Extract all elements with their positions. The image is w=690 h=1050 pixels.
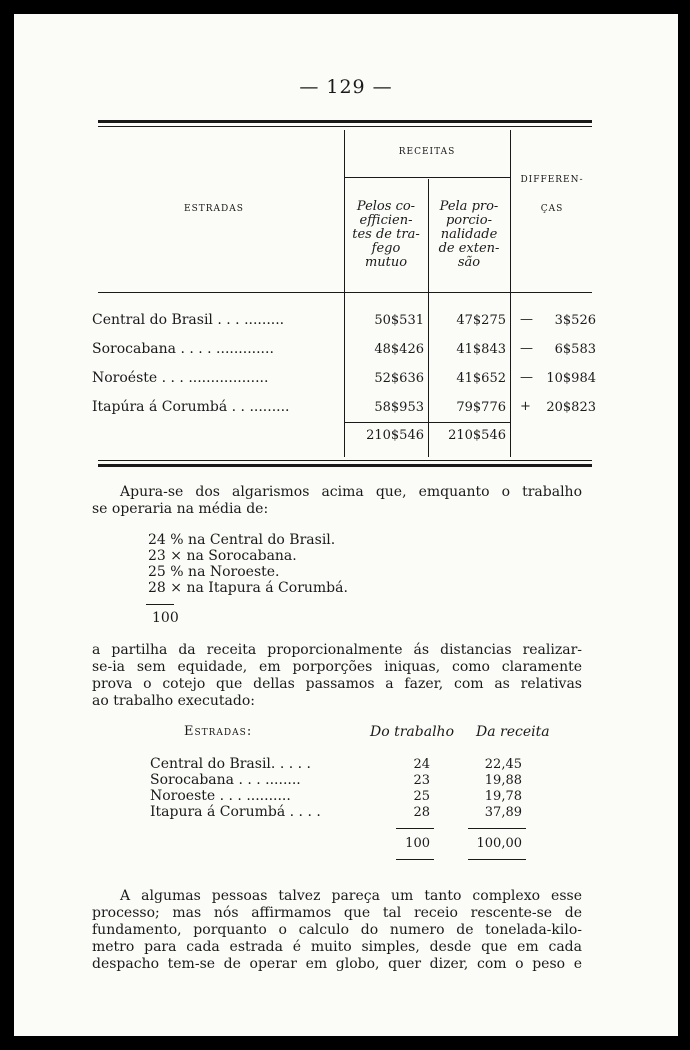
total-coef: 210$546 xyxy=(366,428,424,443)
paragraph-partilha: a partilha da receita proporcionalmente ás distancias realizar- se-ia sem equidade, em porporções iniquas, como claramente prova o cotejo que dellas passamos a fazer, com as relativas ao trabalho executado: xyxy=(92,642,582,709)
list-item: 25 % na Noroeste. xyxy=(148,564,280,580)
trabalho-value: 24 xyxy=(413,757,430,772)
list-item: 23 × na Sorocabana. xyxy=(148,548,297,564)
road-name: Sorocabana . . . . ............. xyxy=(92,341,274,357)
header-differencas-1: DIFFEREN- xyxy=(520,175,584,185)
sum-rule xyxy=(146,604,174,605)
header-estradas-2: Estradas: xyxy=(184,724,253,739)
prop-value: 41$843 xyxy=(456,342,506,357)
header-coefficientes: Pelos co- efficien- tes de tra- fego mutuo xyxy=(352,199,420,270)
coef-value: 50$531 xyxy=(374,313,424,328)
table-bottom-rule-thick xyxy=(98,464,592,467)
percent-total: 100 xyxy=(152,610,179,626)
road-name: Itapura á Corumbá . . . . xyxy=(150,804,321,820)
road-name: Noroéste . . . .................. xyxy=(92,370,269,386)
sum-rule xyxy=(468,828,526,829)
table-top-rule-thick xyxy=(98,120,592,123)
diff-value: 20$823 xyxy=(546,400,596,415)
road-name: Central do Brasil . . . ......... xyxy=(92,312,285,328)
diff-value: 6$583 xyxy=(554,342,596,357)
header-estradas: ESTRADAS xyxy=(184,204,244,214)
prop-value: 41$652 xyxy=(456,371,506,386)
sum-rule xyxy=(468,859,526,860)
header-differencas-2: ÇAS xyxy=(540,204,564,214)
table-top-rule-thin xyxy=(98,126,592,127)
paragraph-processo: A algumas pessoas talvez pareça um tanto complexo esse processo; mas nós affirmamos que tal receio rescente-se de fundamento, porquanto o calculo do numero de tonelada-kilo- metro para cada estrada é muito simples, desde que em cada despacho tem-se de operar em globo, quer dizer, com o peso e xyxy=(92,888,582,972)
total-receita: 100,00 xyxy=(476,836,522,851)
book-page xyxy=(14,14,678,1036)
sum-rule xyxy=(396,828,434,829)
receita-value: 19,88 xyxy=(484,773,522,788)
total-prop: 210$546 xyxy=(448,428,506,443)
receita-value: 19,78 xyxy=(484,789,522,804)
header-receitas: RECEITAS xyxy=(398,147,456,157)
receita-value: 22,45 xyxy=(484,757,522,772)
prop-value: 47$275 xyxy=(456,313,506,328)
diff-value: 10$984 xyxy=(546,371,596,386)
road-name: Sorocabana . . . ........ xyxy=(150,772,301,788)
header-proporcionalidade: Pela pro- porcio- nalidade de exten- são xyxy=(438,199,500,270)
prop-value: 79$776 xyxy=(456,400,506,415)
paragraph-intro: Apura-se dos algarismos acima que, emquanto o trabalho se operaria na média de: xyxy=(92,484,582,517)
table-bottom-rule-thin xyxy=(98,460,592,461)
diff-sign: + xyxy=(520,399,531,414)
header-sub-rule xyxy=(344,177,510,178)
page-number: — 129 — xyxy=(299,76,393,98)
receita-value: 37,89 xyxy=(484,805,522,820)
coef-value: 52$636 xyxy=(374,371,424,386)
road-name: Noroeste . . . .......... xyxy=(150,788,291,804)
header-da-receita: Da receita xyxy=(476,724,550,740)
trabalho-value: 28 xyxy=(413,805,430,820)
diff-sign: — xyxy=(520,312,533,327)
list-item: 28 × na Itapura á Corumbá. xyxy=(148,580,348,596)
header-do-trabalho: Do trabalho xyxy=(370,724,454,740)
road-name: Central do Brasil. . . . . xyxy=(150,756,311,772)
trabalho-value: 25 xyxy=(413,789,430,804)
header-bottom-rule xyxy=(98,292,592,293)
diff-sign: — xyxy=(520,370,533,385)
list-item: 24 % na Central do Brasil. xyxy=(148,532,336,548)
road-name: Itapúra á Corumbá . . ......... xyxy=(92,399,290,415)
diff-value: 3$526 xyxy=(554,313,596,328)
diff-sign: — xyxy=(520,341,533,356)
total-rule xyxy=(344,422,510,423)
sum-rule xyxy=(396,859,434,860)
coef-value: 58$953 xyxy=(374,400,424,415)
trabalho-value: 23 xyxy=(413,773,430,788)
total-trabalho: 100 xyxy=(405,836,430,851)
coef-value: 48$426 xyxy=(374,342,424,357)
